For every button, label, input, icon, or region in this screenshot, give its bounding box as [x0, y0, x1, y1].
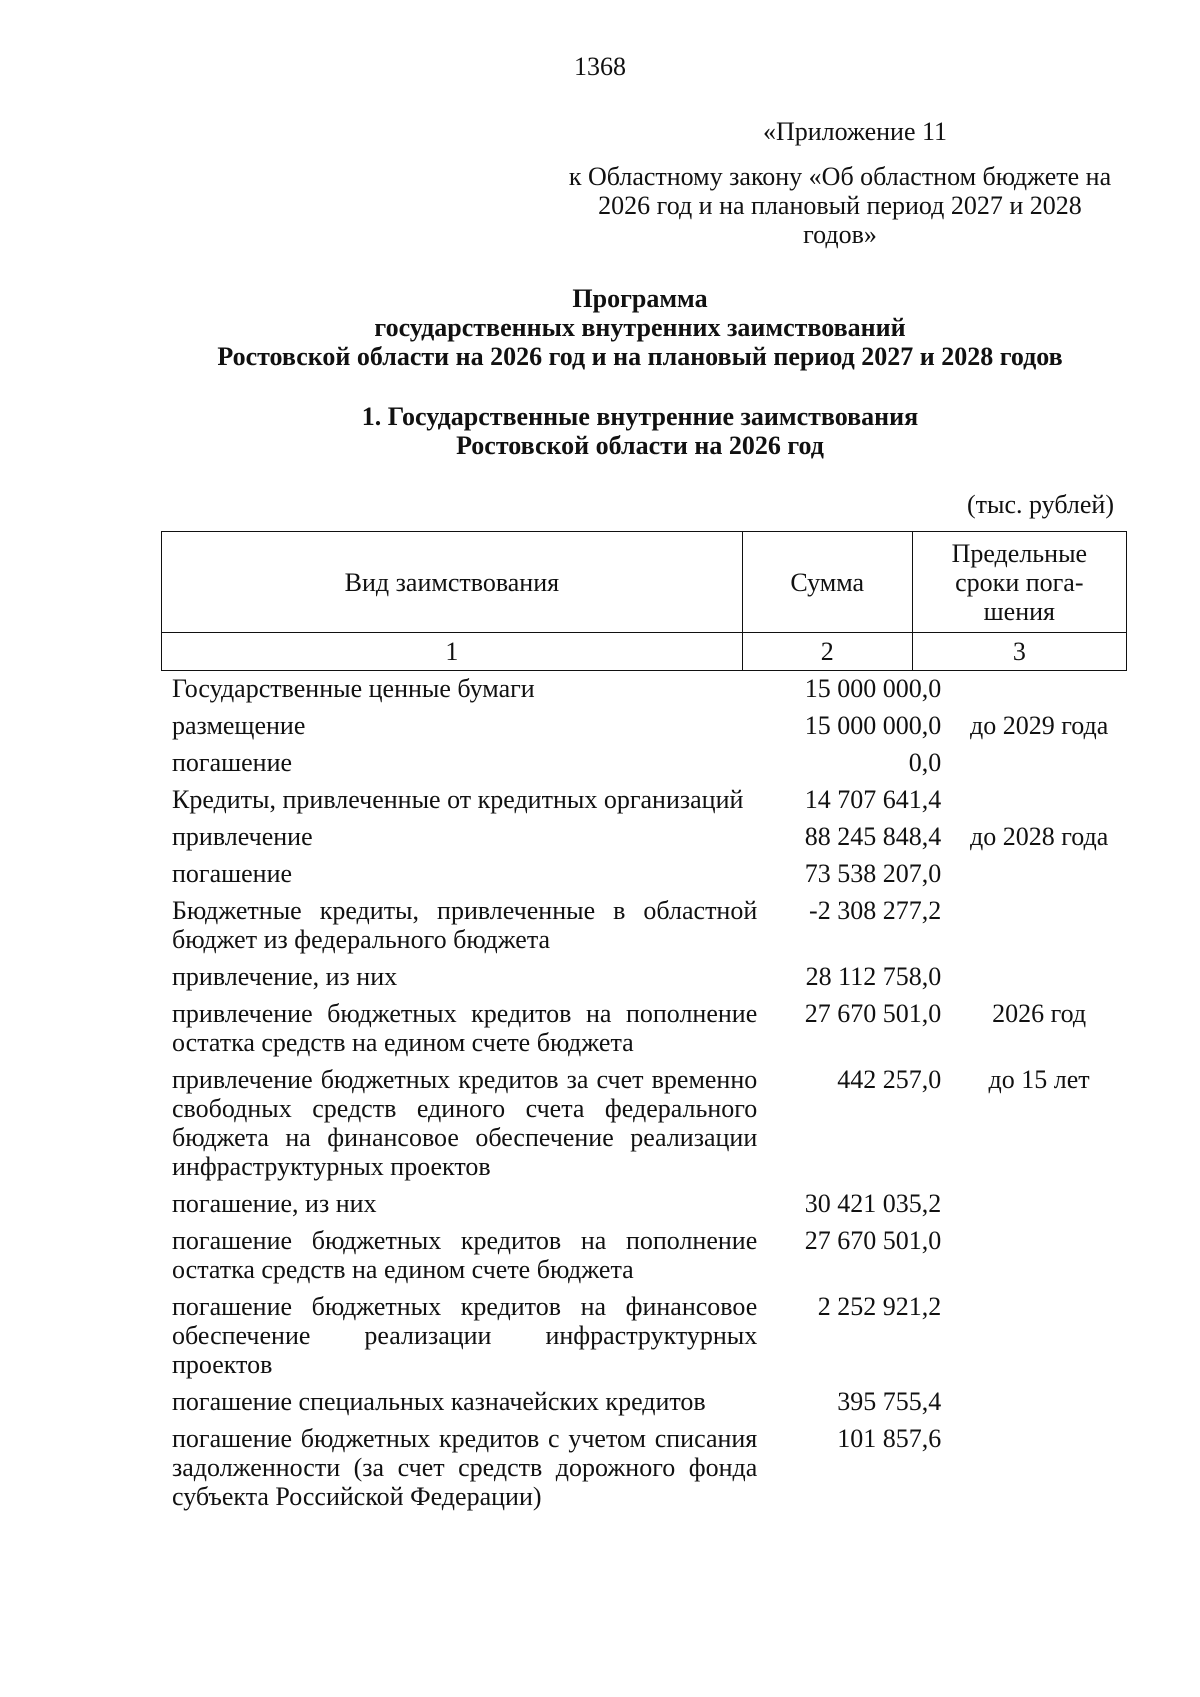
- appendix-label: «Приложение 11: [762, 117, 948, 146]
- row-name-cell: погашение: [172, 748, 293, 777]
- row-sum-cell: 14 707 641,4: [804, 785, 942, 814]
- row-term-cell: [951, 674, 1127, 711]
- row-sum-cell: 27 670 501,0: [804, 999, 942, 1028]
- table-row: [161, 748, 1127, 785]
- row-name-cell: Кредиты, привлеченные от кредитных организаций: [172, 785, 744, 814]
- row-sum-cell: 442 257,0: [837, 1065, 942, 1094]
- row-name-cell: размещение: [172, 711, 306, 740]
- row-sum-cell: 30 421 035,2: [804, 1189, 942, 1218]
- row-term-cell: [951, 785, 1127, 822]
- row-term-cell: [951, 1387, 1127, 1424]
- row-sum-cell: 27 670 501,0: [804, 1226, 942, 1255]
- row-name-cell: погашение бюджетных кредитов на пополнение остатка средств на едином счете бюджета: [172, 1226, 758, 1284]
- header-cell: Сумма: [742, 532, 912, 633]
- column-number: 3: [912, 633, 1126, 671]
- row-term-cell: до 2028 года: [969, 822, 1109, 851]
- row-sum-cell: 88 245 848,4: [804, 822, 942, 851]
- row-name-cell: погашение бюджетных кредитов на финансовое обеспечение реализации инфраструктурных проектов: [172, 1292, 758, 1379]
- column-number: 1: [162, 633, 743, 671]
- header-row: [162, 532, 1127, 633]
- row-name-cell: привлечение, из них: [172, 962, 398, 991]
- row-name-cell: погашение бюджетных кредитов с учетом списания задолженности (за счет средств дорожного фонда субъекта Российской Федерации): [172, 1424, 758, 1511]
- page-number: 1368: [574, 52, 626, 81]
- table-header: [161, 531, 1127, 671]
- row-name-cell: привлечение бюджетных кредитов на пополнение остатка средств на едином счете бюджета: [172, 999, 758, 1057]
- row-name-cell: Государственные ценные бумаги: [172, 674, 535, 703]
- section-title-line-1: 1. Государственные внутренние заимствования: [361, 402, 919, 431]
- header-cell: Предельные сроки пога-шения: [912, 532, 1126, 633]
- appendix-block: [560, 117, 1120, 249]
- document-title: [0, 284, 1200, 371]
- table-row: [161, 1226, 1127, 1292]
- title-line-2: государственных внутренних заимствований: [374, 313, 906, 342]
- row-name-cell: привлечение бюджетных кредитов за счет временно свободных средств единого счета федерального бюджета на финансовое обеспечение реализации инфраструктурных проектов: [172, 1065, 758, 1181]
- row-sum-cell: 101 857,6: [837, 1424, 942, 1453]
- column-number-row: [162, 633, 1127, 671]
- table-row: [161, 1292, 1127, 1387]
- row-term-cell: [951, 1189, 1127, 1226]
- row-term-cell: до 15 лет: [988, 1065, 1090, 1094]
- table-row: [161, 1387, 1127, 1424]
- table-row: [161, 785, 1127, 822]
- row-sum-cell: 28 112 758,0: [805, 962, 942, 991]
- row-name-cell: погашение специальных казначейских кредитов: [172, 1387, 706, 1416]
- table-row: [161, 1189, 1127, 1226]
- table-row: [161, 822, 1127, 859]
- row-term-cell: [951, 748, 1127, 785]
- section-title: [0, 402, 1200, 460]
- section-title-line-2: Ростовской области на 2026 год: [456, 431, 824, 460]
- row-term-cell: [951, 1292, 1127, 1387]
- header-cell: Вид заимствования: [162, 532, 743, 633]
- table-row: [161, 674, 1127, 711]
- row-name-cell: Бюджетные кредиты, привлеченные в областной бюджет из федерального бюджета: [172, 896, 758, 954]
- row-sum-cell: 73 538 207,0: [804, 859, 942, 888]
- units-label: (тыс. рублей): [966, 490, 1114, 519]
- appendix-reference: к Областному закону «Об областном бюджете на 2026 год и на плановый период 2027 и 2028 годов»: [568, 162, 1112, 249]
- row-sum-cell: 2 252 921,2: [817, 1292, 942, 1321]
- row-name-cell: привлечение: [172, 822, 313, 851]
- row-name-cell: погашение: [172, 859, 293, 888]
- table-row: [161, 962, 1127, 999]
- row-name-cell: погашение, из них: [172, 1189, 377, 1218]
- row-term-cell: [951, 962, 1127, 999]
- table-row: [161, 1065, 1127, 1189]
- row-sum-cell: 395 755,4: [837, 1387, 942, 1416]
- row-term-cell: 2026 год: [992, 999, 1087, 1028]
- row-sum-cell: 15 000 000,0: [804, 711, 942, 740]
- row-sum-cell: -2 308 277,2: [809, 896, 942, 925]
- title-line-3: Ростовской области на 2026 год и на плановый период 2027 и 2028 годов: [217, 342, 1063, 371]
- row-term-cell: [951, 859, 1127, 896]
- row-term-cell: [951, 1424, 1127, 1519]
- row-term-cell: [951, 1226, 1127, 1292]
- table-row: [161, 896, 1127, 962]
- borrowing-table: [161, 674, 1127, 1519]
- row-term-cell: [951, 896, 1127, 962]
- table-row: [161, 999, 1127, 1065]
- column-number: 2: [742, 633, 912, 671]
- table-row: [161, 711, 1127, 748]
- row-sum-cell: 0,0: [908, 748, 942, 777]
- table-row: [161, 1424, 1127, 1519]
- row-term-cell: до 2029 года: [969, 711, 1109, 740]
- table-row: [161, 859, 1127, 896]
- row-sum-cell: 15 000 000,0: [804, 674, 942, 703]
- title-line-1: Программа: [572, 284, 708, 313]
